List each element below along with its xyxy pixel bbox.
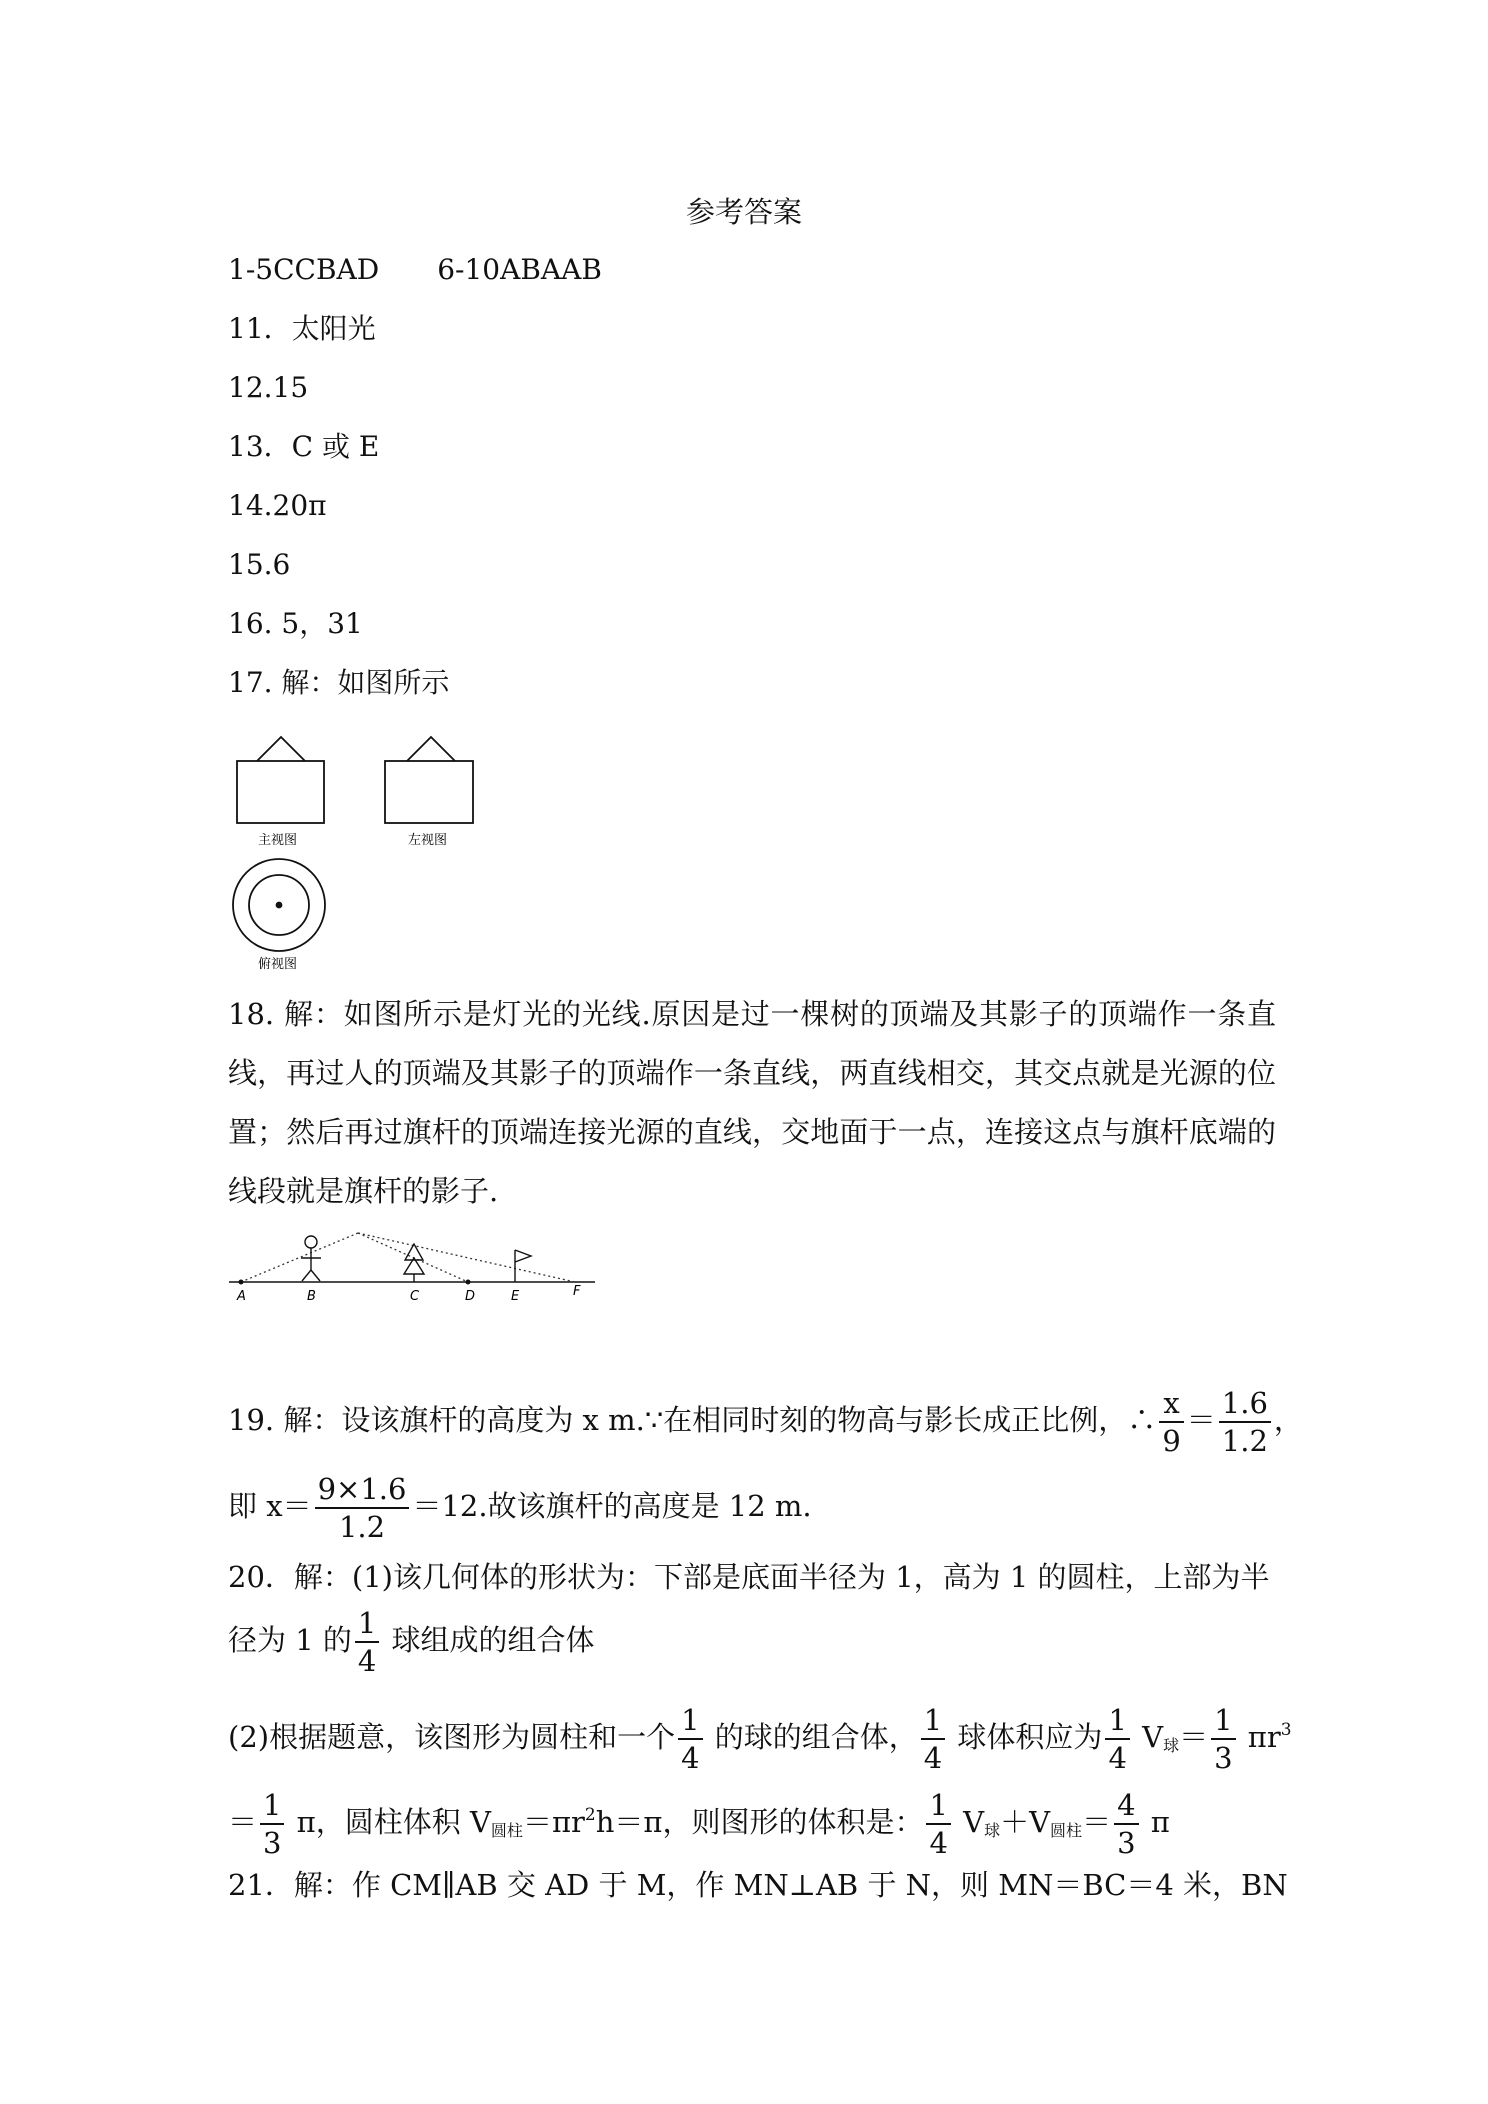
answer-1-5: 1-5CCBAD <box>228 253 380 286</box>
tree-icon <box>404 1244 424 1282</box>
label-d: D <box>465 1289 476 1304</box>
person-icon <box>301 1236 321 1281</box>
answer-20-part2-line2: ＝ $\frac{1}{3}$ π，圆柱体积 $V_{圆柱}=\pi r^2h=\pi$，则图形的体积是： $\frac{1}{4}$ $V_球+V_{圆柱}=$ $\frac{4}{3}$ π <box>228 1788 1170 1860</box>
answer-6-10: 6-10ABAAB <box>437 253 602 286</box>
label-e: E <box>511 1289 520 1304</box>
answer-13: 13．C 或 E <box>228 430 380 463</box>
fraction-x-over-9: $\frac{x}{9}$ <box>1159 1385 1183 1459</box>
answer-20-line2: 径为 1 的 $\frac{1}{4}$ 球组成的组合体 <box>228 1606 595 1678</box>
point-d <box>466 1280 471 1285</box>
front-view-caption: 主视图 <box>258 833 298 848</box>
answer-1-10 <box>228 250 602 290</box>
front-view <box>237 737 324 823</box>
label-b: B <box>307 1289 316 1304</box>
flagpole-icon <box>515 1250 531 1282</box>
point-a <box>239 1280 244 1285</box>
left-view <box>385 737 473 823</box>
answer-14: 14.20π <box>228 489 327 522</box>
answer-20-line1: 20．解：(1)该几何体的形状为：下部是底面半径为 1，高为 1 的圆柱，上部为半 <box>228 1560 1270 1594</box>
light-source-figure <box>225 1228 605 1308</box>
page-title: 参考答案 <box>685 195 802 229</box>
answer-19-line1: 19. 解：设该旗杆的高度为 x m.∵在相同时刻的物高与影长成正比例，∴ $\frac{x}{9}$ ＝ $\frac{1.6}{1.2}$ ， <box>228 1386 1303 1458</box>
label-c: C <box>410 1289 420 1304</box>
answer-19-line2: 即 x＝ $\frac{9\times 1.6}{1.2}$ ＝12.故该旗杆的高度是 12 m. <box>228 1472 812 1544</box>
label-f: F <box>573 1284 581 1299</box>
top-view-caption: 俯视图 <box>258 957 298 972</box>
answer-21: 21．解：作 CM∥AB 交 AD 于 M，作 MN⊥AB 于 N，则 MN＝BC＝4 米，BN <box>228 1868 1288 1902</box>
answer-18: 18. 解：如图所示是灯光的光线.原因是过一棵树的顶端及其影子的顶端作一条直线，再过人的顶端及其影子的顶端作一条直线，两直线相交，其交点就是光源的位置；然后再过旗杆的顶端连接光源的直线，交地面于一点，连接这点与旗杆底端的线段就是旗杆的影子. <box>228 997 1276 1208</box>
answer-16: 16. 5，31 <box>228 607 363 640</box>
label-a: A <box>237 1289 246 1304</box>
fraction-1-4: $\frac{1}{4}$ <box>355 1605 379 1679</box>
fraction-1-6-over-1-2: $\frac{1.6}{1.2}$ <box>1219 1385 1271 1459</box>
answer-12: 12.15 <box>228 371 309 404</box>
answer-11: 11．太阳光 <box>228 312 376 345</box>
top-view <box>233 859 325 951</box>
three-views-figure <box>225 725 505 975</box>
answer-20-part2-line1: (2)根据题意，该图形为圆柱和一个 $\frac{1}{4}$ 的球的组合体， $\frac{1}{4}$ 球体积应为 $\frac{1}{4}$ $V_球=$ $\frac{1}{3}$ $\pi r^3$ <box>228 1703 1292 1775</box>
answer-15: 15.6 <box>228 548 291 581</box>
fraction-9x1-6-over-1-2: $\frac{9\times 1.6}{1.2}$ <box>315 1471 410 1545</box>
answer-17: 17. 解：如图所示 <box>228 666 450 699</box>
left-view-caption: 左视图 <box>408 833 448 848</box>
